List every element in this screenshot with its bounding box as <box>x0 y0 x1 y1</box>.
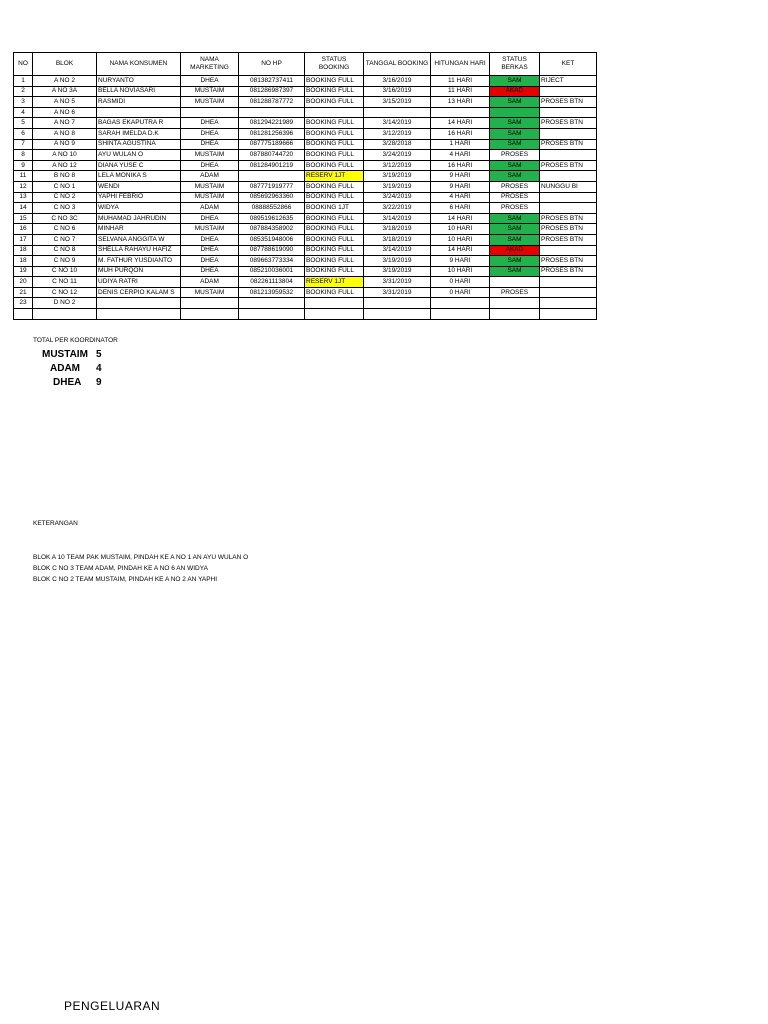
cell-no: 23 <box>14 298 33 309</box>
cell-blok: D NO 2 <box>33 298 97 309</box>
cell-tanggal-booking: 3/31/2019 <box>364 287 431 298</box>
cell-tanggal-booking: 3/16/2019 <box>364 86 431 97</box>
total-per-koordinator-label: TOTAL PER KOORDINATOR <box>33 337 118 344</box>
cell-status-berkas: PROSES <box>490 203 540 214</box>
cell-nama-konsumen: MINHAR <box>97 224 181 235</box>
cell-status-booking: BOOKING FULL <box>305 160 364 171</box>
cell-blok: C NO 12 <box>33 287 97 298</box>
cell-blok: B NO 8 <box>33 171 97 182</box>
cell-hitungan-hari: 1 HARI <box>431 139 490 150</box>
cell-no: 15 <box>14 213 33 224</box>
cell-hitungan-hari: 9 HARI <box>431 181 490 192</box>
cell-status-berkas: PROSES <box>490 287 540 298</box>
coordinator-name-mustaim: MUSTAIM <box>42 349 88 360</box>
cell-nama-konsumen: MUH PURQON <box>97 266 181 277</box>
cell-nama-konsumen: WIDYA <box>97 203 181 214</box>
cell-tanggal-booking: 3/14/2019 <box>364 213 431 224</box>
cell-no-hp: 087788619090 <box>239 245 305 256</box>
coordinator-name-dhea: DHEA <box>53 377 82 388</box>
cell-blok <box>33 309 97 320</box>
cell-ket: PROSES BTN <box>540 256 597 267</box>
cell-status-berkas: SAM <box>490 76 540 87</box>
cell-blok: A NO 8 <box>33 128 97 139</box>
cell-hitungan-hari: 10 HARI <box>431 266 490 277</box>
table-row <box>14 234 597 245</box>
cell-nama-konsumen: BAGAS EKAPUTRA R <box>97 118 181 129</box>
cell-no: 16 <box>14 224 33 235</box>
cell-status-booking: RESERV 1JT <box>305 171 364 182</box>
cell-nama-konsumen <box>97 298 181 309</box>
cell-hitungan-hari: 16 HARI <box>431 128 490 139</box>
cell-nama-marketing: MUSTAIM <box>181 181 239 192</box>
cell-blok: C NO 10 <box>33 266 97 277</box>
cell-ket <box>540 86 597 97</box>
table-row <box>14 266 597 277</box>
cell-status-berkas <box>490 277 540 288</box>
cell-ket: PROSES BTN <box>540 139 597 150</box>
coordinator-count-adam: 4 <box>96 363 102 374</box>
cell-no-hp: 081382737411 <box>239 76 305 87</box>
cell-no: 19 <box>14 266 33 277</box>
cell-tanggal-booking: 3/14/2019 <box>364 245 431 256</box>
cell-nama-marketing: DHEA <box>181 245 239 256</box>
cell-no-hp: 087771919777 <box>239 181 305 192</box>
cell-nama-marketing: MUSTAIM <box>181 192 239 203</box>
cell-blok: C NO 11 <box>33 277 97 288</box>
cell-hitungan-hari: 0 HARI <box>431 277 490 288</box>
cell-ket: PROSES BTN <box>540 213 597 224</box>
cell-nama-konsumen: DENIS CERPIO KALAM S <box>97 287 181 298</box>
cell-blok: A NO 6 <box>33 107 97 118</box>
cell-nama-marketing <box>181 107 239 118</box>
cell-hitungan-hari: 10 HARI <box>431 224 490 235</box>
keterangan-title: KETERANGAN <box>33 520 78 527</box>
cell-tanggal-booking: 3/12/2019 <box>364 160 431 171</box>
cell-status-booking: RESERV 1JT <box>305 277 364 288</box>
cell-no-hp: 081281256396 <box>239 128 305 139</box>
cell-tanggal-booking: 3/24/2019 <box>364 192 431 203</box>
cell-nama-konsumen: YAPHI FEBRIO <box>97 192 181 203</box>
cell-status-berkas: PROSES <box>490 192 540 203</box>
cell-status-booking: BOOKING FULL <box>305 181 364 192</box>
cell-blok: A NO 2 <box>33 76 97 87</box>
table-row <box>14 256 597 267</box>
cell-status-berkas: AKAD <box>490 86 540 97</box>
cell-ket: RIJECT <box>540 76 597 87</box>
table-row <box>14 139 597 150</box>
note-line: BLOK C NO 3 TEAM ADAM, PINDAH KE A NO 6 AN WIDYA <box>33 565 208 572</box>
cell-no: 7 <box>14 139 33 150</box>
cell-nama-konsumen <box>97 309 181 320</box>
cell-blok: A NO 5 <box>33 97 97 108</box>
cell-status-berkas <box>490 107 540 118</box>
cell-no-hp: 085210036001 <box>239 266 305 277</box>
cell-blok: A NO 10 <box>33 150 97 161</box>
cell-tanggal-booking: 3/16/2019 <box>364 76 431 87</box>
cell-no: 11 <box>14 171 33 182</box>
cell-hitungan-hari <box>431 298 490 309</box>
cell-nama-konsumen: BELLA NOVIASARI <box>97 86 181 97</box>
cell-nama-konsumen: NURYANTO <box>97 76 181 87</box>
table-row <box>14 118 597 129</box>
cell-status-berkas: SAM <box>490 213 540 224</box>
cell-no-hp: 08888552866 <box>239 203 305 214</box>
cell-ket <box>540 245 597 256</box>
cell-no: 17 <box>14 234 33 245</box>
table-row <box>14 171 597 182</box>
cell-no: 6 <box>14 128 33 139</box>
cell-status-booking: BOOKING FULL <box>305 224 364 235</box>
cell-nama-konsumen: DIANA YUSE C <box>97 160 181 171</box>
column-header-status-berkas: STATUS BERKAS <box>490 53 540 76</box>
cell-no-hp: 081284901219 <box>239 160 305 171</box>
cell-tanggal-booking: 3/28/2018 <box>364 139 431 150</box>
table-row <box>14 76 597 87</box>
cell-no: 18 <box>14 245 33 256</box>
cell-hitungan-hari: 14 HARI <box>431 118 490 129</box>
cell-no: 20 <box>14 277 33 288</box>
cell-hitungan-hari: 0 HARI <box>431 287 490 298</box>
cell-tanggal-booking: 3/19/2019 <box>364 266 431 277</box>
table-row <box>14 97 597 108</box>
cell-blok: A NO 12 <box>33 160 97 171</box>
cell-hitungan-hari: 9 HARI <box>431 256 490 267</box>
cell-nama-konsumen: LELA MONIKA S <box>97 171 181 182</box>
cell-status-booking: BOOKING FULL <box>305 128 364 139</box>
cell-hitungan-hari <box>431 309 490 320</box>
column-header-no-hp: NO HP <box>239 53 305 76</box>
cell-ket <box>540 150 597 161</box>
cell-nama-marketing: DHEA <box>181 139 239 150</box>
cell-blok: C NO 3 <box>33 203 97 214</box>
cell-tanggal-booking <box>364 107 431 118</box>
note-line: BLOK C NO 2 TEAM MUSTAIM, PINDAH KE A NO 2 AN YAPHI <box>33 576 218 583</box>
cell-ket: PROSES BTN <box>540 97 597 108</box>
cell-nama-konsumen: UDIYA RATRI <box>97 277 181 288</box>
cell-nama-marketing: DHEA <box>181 256 239 267</box>
cell-ket <box>540 309 597 320</box>
cell-tanggal-booking: 3/15/2019 <box>364 97 431 108</box>
cell-ket: PROSES BTN <box>540 118 597 129</box>
cell-hitungan-hari: 16 HARI <box>431 160 490 171</box>
cell-status-berkas: SAM <box>490 128 540 139</box>
cell-nama-marketing: MUSTAIM <box>181 86 239 97</box>
cell-no-hp: 081294221989 <box>239 118 305 129</box>
cell-tanggal-booking: 3/22/2019 <box>364 203 431 214</box>
cell-ket <box>540 298 597 309</box>
cell-status-booking: BOOKING FULL <box>305 150 364 161</box>
cell-hitungan-hari: 13 HARI <box>431 97 490 108</box>
cell-nama-marketing: MUSTAIM <box>181 224 239 235</box>
cell-ket <box>540 107 597 118</box>
cell-status-booking: BOOKING FULL <box>305 192 364 203</box>
cell-nama-marketing: DHEA <box>181 266 239 277</box>
cell-no-hp: 087884358902 <box>239 224 305 235</box>
cell-nama-marketing: MUSTAIM <box>181 150 239 161</box>
cell-ket <box>540 171 597 182</box>
cell-nama-konsumen: AYU WULAN O <box>97 150 181 161</box>
cell-no-hp: 089663773334 <box>239 256 305 267</box>
cell-ket: PROSES BTN <box>540 234 597 245</box>
cell-hitungan-hari: 6 HARI <box>431 203 490 214</box>
column-header-ket: KET <box>540 53 597 76</box>
cell-ket: PROSES BTN <box>540 266 597 277</box>
cell-nama-marketing: DHEA <box>181 76 239 87</box>
cell-no: 8 <box>14 150 33 161</box>
cell-status-booking: BOOKING FULL <box>305 86 364 97</box>
cell-no: 1 <box>14 76 33 87</box>
column-header-status-booking: STATUS BOOKING <box>305 53 364 76</box>
cell-status-booking: BOOKING FULL <box>305 245 364 256</box>
cell-nama-marketing: MUSTAIM <box>181 97 239 108</box>
cell-ket <box>540 287 597 298</box>
table-row <box>14 277 597 288</box>
cell-nama-konsumen: SELVANA ANGGITA W <box>97 234 181 245</box>
cell-status-berkas: PROSES <box>490 181 540 192</box>
cell-blok: A NO 3A <box>33 86 97 97</box>
cell-no: 12 <box>14 181 33 192</box>
cell-tanggal-booking <box>364 298 431 309</box>
cell-hitungan-hari: 11 HARI <box>431 86 490 97</box>
cell-no-hp <box>239 309 305 320</box>
cell-nama-marketing: ADAM <box>181 277 239 288</box>
cell-no-hp: 089519612635 <box>239 213 305 224</box>
cell-nama-konsumen: MUHAMAD JAHRUDIN <box>97 213 181 224</box>
cell-status-booking: BOOKING FULL <box>305 234 364 245</box>
cell-status-booking <box>305 298 364 309</box>
cell-tanggal-booking: 3/31/2019 <box>364 277 431 288</box>
cell-blok: A NO 9 <box>33 139 97 150</box>
cell-blok: C NO 6 <box>33 224 97 235</box>
coordinator-name-adam: ADAM <box>50 363 80 374</box>
cell-no-hp: 087775189666 <box>239 139 305 150</box>
cell-ket: PROSES BTN <box>540 160 597 171</box>
cell-status-berkas: SAM <box>490 139 540 150</box>
cell-no-hp: 087880744720 <box>239 150 305 161</box>
cell-no <box>14 309 33 320</box>
cell-tanggal-booking: 3/24/2019 <box>364 150 431 161</box>
table-row <box>14 181 597 192</box>
cell-status-berkas <box>490 298 540 309</box>
table-row <box>14 107 597 118</box>
cell-status-booking: BOOKING FULL <box>305 266 364 277</box>
cell-nama-marketing: DHEA <box>181 213 239 224</box>
cell-hitungan-hari: 9 HARI <box>431 171 490 182</box>
booking-table <box>13 52 597 320</box>
cell-hitungan-hari: 4 HARI <box>431 150 490 161</box>
table-body <box>14 76 597 320</box>
cell-no-hp: 081213959532 <box>239 287 305 298</box>
cell-hitungan-hari: 14 HARI <box>431 213 490 224</box>
cell-nama-marketing <box>181 309 239 320</box>
cell-status-booking: BOOKING FULL <box>305 213 364 224</box>
cell-blok: A NO 7 <box>33 118 97 129</box>
header-row <box>14 53 597 76</box>
cell-hitungan-hari: 10 HARI <box>431 234 490 245</box>
cell-no-hp: 085351948006 <box>239 234 305 245</box>
cell-status-berkas: SAM <box>490 118 540 129</box>
column-header-nama-marketing: NAMA MARKETING <box>181 53 239 76</box>
table-row <box>14 192 597 203</box>
cell-nama-konsumen: SARAH IMELDA D.K <box>97 128 181 139</box>
cell-tanggal-booking: 3/18/2019 <box>364 234 431 245</box>
table-row <box>14 86 597 97</box>
cell-nama-marketing: ADAM <box>181 203 239 214</box>
cell-blok: C NO 1 <box>33 181 97 192</box>
cell-no-hp <box>239 171 305 182</box>
cell-status-berkas <box>490 309 540 320</box>
table-row <box>14 203 597 214</box>
cell-ket: PROSES BTN <box>540 224 597 235</box>
table-row <box>14 224 597 235</box>
cell-status-booking <box>305 107 364 118</box>
table-row <box>14 298 597 309</box>
cell-nama-konsumen: WENDI <box>97 181 181 192</box>
cell-status-berkas: AKAD <box>490 245 540 256</box>
cell-status-booking: BOOKING FULL <box>305 76 364 87</box>
cell-nama-marketing <box>181 298 239 309</box>
cell-status-booking: BOOKING 1JT <box>305 203 364 214</box>
cell-status-booking: BOOKING FULL <box>305 139 364 150</box>
cell-no-hp <box>239 298 305 309</box>
table-row <box>14 128 597 139</box>
column-header-no: NO <box>14 53 33 76</box>
cell-status-booking: BOOKING FULL <box>305 287 364 298</box>
cell-ket <box>540 203 597 214</box>
cell-status-berkas: SAM <box>490 160 540 171</box>
cell-no-hp <box>239 107 305 118</box>
cell-status-berkas: SAM <box>490 224 540 235</box>
column-header-hitungan-hari: HITUNGAN HARI <box>431 53 490 76</box>
cell-no: 21 <box>14 287 33 298</box>
cell-status-berkas: SAM <box>490 234 540 245</box>
cell-nama-konsumen: SHINTA AGUSTINA <box>97 139 181 150</box>
coordinator-count-mustaim: 5 <box>96 349 102 360</box>
cell-hitungan-hari: 11 HARI <box>431 76 490 87</box>
table-row <box>14 309 597 320</box>
cell-nama-marketing: DHEA <box>181 128 239 139</box>
note-line: BLOK A 10 TEAM PAK MUSTAIM, PINDAH KE A NO 1 AN AYU WULAN O <box>33 554 249 561</box>
cell-tanggal-booking: 3/12/2019 <box>364 128 431 139</box>
cell-status-booking <box>305 309 364 320</box>
coordinator-count-dhea: 9 <box>96 377 102 388</box>
column-header-tanggal-booking: TANGGAL BOOKING <box>364 53 431 76</box>
table-row <box>14 150 597 161</box>
cell-status-booking: BOOKING FULL <box>305 97 364 108</box>
cell-status-berkas: SAM <box>490 266 540 277</box>
cell-nama-marketing: DHEA <box>181 160 239 171</box>
cell-tanggal-booking: 3/19/2019 <box>364 171 431 182</box>
cell-blok: C NO 8 <box>33 245 97 256</box>
table-row <box>14 245 597 256</box>
cell-no: 13 <box>14 192 33 203</box>
cell-ket <box>540 128 597 139</box>
cell-nama-konsumen: RASMIDI <box>97 97 181 108</box>
pengeluaran-title: PENGELUARAN <box>64 999 161 1013</box>
cell-no: 2 <box>14 86 33 97</box>
cell-status-berkas: SAM <box>490 171 540 182</box>
cell-tanggal-booking: 3/14/2019 <box>364 118 431 129</box>
cell-tanggal-booking: 3/18/2019 <box>364 224 431 235</box>
cell-blok: C NO 7 <box>33 234 97 245</box>
cell-no: 5 <box>14 118 33 129</box>
cell-blok: C NO 3C <box>33 213 97 224</box>
cell-ket <box>540 277 597 288</box>
cell-nama-konsumen: M. FATHUR YUSDIANTO <box>97 256 181 267</box>
cell-nama-marketing: DHEA <box>181 234 239 245</box>
cell-no-hp: 081286987397 <box>239 86 305 97</box>
cell-hitungan-hari: 14 HARI <box>431 245 490 256</box>
cell-blok: C NO 2 <box>33 192 97 203</box>
cell-tanggal-booking: 3/19/2019 <box>364 181 431 192</box>
cell-hitungan-hari: 4 HARI <box>431 192 490 203</box>
cell-nama-konsumen <box>97 107 181 118</box>
cell-no-hp: 081288787772 <box>239 97 305 108</box>
cell-nama-marketing: MUSTAIM <box>181 287 239 298</box>
cell-no: 3 <box>14 97 33 108</box>
cell-blok: C NO 9 <box>33 256 97 267</box>
cell-status-berkas: PROSES <box>490 150 540 161</box>
cell-no-hp: 082261113804 <box>239 277 305 288</box>
cell-status-berkas: SAM <box>490 256 540 267</box>
cell-no: 9 <box>14 160 33 171</box>
cell-hitungan-hari <box>431 107 490 118</box>
cell-tanggal-booking: 3/19/2019 <box>364 256 431 267</box>
table-row <box>14 160 597 171</box>
table-row <box>14 213 597 224</box>
cell-status-booking: BOOKING FULL <box>305 118 364 129</box>
cell-no-hp: 085692963360 <box>239 192 305 203</box>
cell-status-booking: BOOKING FULL <box>305 256 364 267</box>
cell-no: 4 <box>14 107 33 118</box>
cell-ket <box>540 192 597 203</box>
column-header-blok: BLOK <box>33 53 97 76</box>
table-row <box>14 287 597 298</box>
cell-nama-marketing: ADAM <box>181 171 239 182</box>
cell-tanggal-booking <box>364 309 431 320</box>
cell-nama-marketing: DHEA <box>181 118 239 129</box>
cell-no: 18 <box>14 256 33 267</box>
cell-status-berkas: SAM <box>490 97 540 108</box>
cell-nama-konsumen: SHELLA RAHAYU HAFIZ <box>97 245 181 256</box>
cell-no: 14 <box>14 203 33 214</box>
cell-ket: NUNGGU BI <box>540 181 597 192</box>
column-header-nama-konsumen: NAMA KONSUMEN <box>97 53 181 76</box>
